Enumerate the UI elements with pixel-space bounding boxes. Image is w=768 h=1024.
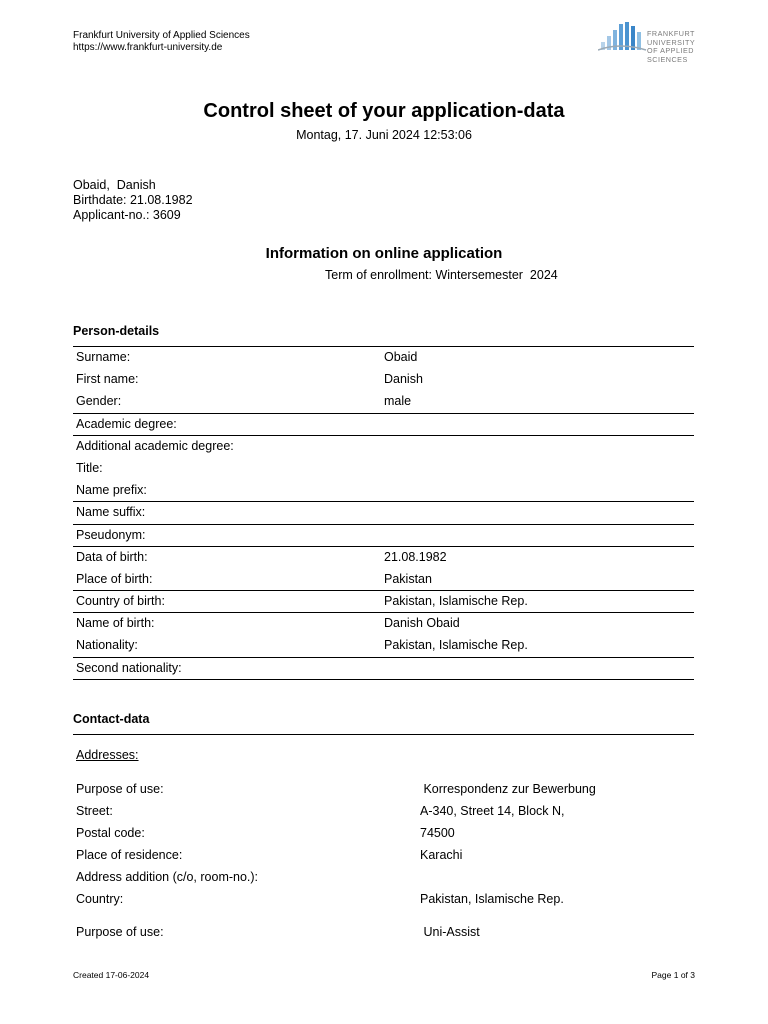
address-label: Country: — [76, 892, 124, 906]
table-row — [73, 569, 694, 591]
table-row — [73, 591, 694, 613]
row-label: First name: — [76, 372, 139, 387]
table-row — [73, 369, 694, 391]
page-title: Control sheet of your application-data — [203, 100, 565, 122]
logo-text: FRANKFURT UNIVERSITY OF APPLIED SCIENCES — [647, 29, 696, 65]
address-value: Pakistan, Islamische Rep. — [420, 892, 564, 906]
address-row — [76, 782, 694, 804]
applicant-name: Obaid, Danish — [73, 178, 156, 192]
row-label: Name suffix: — [76, 505, 146, 520]
timestamp: Montag, 17. Juni 2024 12:53:06 — [296, 128, 472, 142]
address-value: Korrespondenz zur Bewerbung — [420, 782, 596, 796]
table-row — [73, 414, 694, 436]
table-row — [73, 347, 694, 369]
row-value: Danish Obaid — [384, 616, 460, 631]
address-row — [76, 804, 694, 826]
table-row — [73, 547, 694, 569]
table-row — [73, 502, 694, 524]
address-label: Purpose of use: — [76, 925, 164, 939]
row-value: Pakistan — [384, 571, 432, 586]
address-row — [76, 892, 694, 914]
address-value: Uni-Assist — [420, 925, 480, 939]
row-label: Data of birth: — [76, 549, 148, 564]
row-value: Pakistan, Islamische Rep. — [384, 638, 528, 653]
footer-created: Created 17-06-2024 — [73, 970, 150, 980]
university-name: Frankfurt University of Applied Sciences — [73, 30, 250, 41]
table-row — [73, 635, 694, 657]
university-url: https://www.frankfurt-university.de — [73, 42, 223, 53]
row-value: male — [384, 394, 412, 409]
row-label: Second nationality: — [76, 660, 182, 675]
logo-bars-icon — [598, 20, 648, 62]
contact-divider — [73, 734, 694, 735]
info-title: Information on online application — [265, 245, 503, 262]
addresses-label: Addresses: — [76, 748, 139, 762]
address-row — [76, 826, 694, 848]
address-value: Karachi — [420, 848, 463, 862]
address-label: Street: — [76, 804, 113, 818]
row-value: Danish — [384, 372, 423, 387]
table-row — [73, 458, 694, 480]
row-label: Surname: — [76, 350, 131, 364]
row-label: Place of birth: — [76, 571, 153, 586]
table-row — [73, 480, 694, 502]
table-row — [73, 525, 694, 547]
address-row — [76, 925, 694, 947]
row-label: Name of birth: — [76, 616, 155, 631]
row-label: Name prefix: — [76, 483, 147, 498]
row-label: Pseudonym: — [76, 527, 146, 542]
address-value: A-340, Street 14, Block N, — [420, 804, 565, 818]
university-logo — [598, 20, 698, 65]
address-label: Place of residence: — [76, 848, 183, 862]
row-label: Nationality: — [76, 638, 138, 653]
footer-page-number: Page 1 of 3 — [651, 970, 695, 980]
row-label: Title: — [76, 460, 103, 475]
row-label: Country of birth: — [76, 594, 165, 609]
applicant-number: Applicant-no.: 3609 — [73, 207, 181, 222]
row-value: Obaid — [384, 350, 418, 364]
applicant-summary — [73, 178, 193, 222]
header-info — [73, 30, 250, 54]
table-row — [73, 658, 694, 680]
table-row — [73, 613, 694, 635]
table-row — [73, 391, 694, 413]
contact-data-heading: Contact-data — [73, 712, 150, 726]
row-value: 21.08.1982 — [384, 549, 447, 564]
address-row — [76, 870, 694, 892]
address-row — [76, 848, 694, 870]
address-label: Postal code: — [76, 826, 145, 840]
address-value: 74500 — [420, 826, 455, 840]
table-row — [73, 436, 694, 458]
row-label: Academic degree: — [76, 416, 177, 431]
applicant-birthdate: Birthdate: 21.08.1982 — [73, 192, 193, 207]
row-value: Pakistan, Islamische Rep. — [384, 594, 528, 609]
address-label: Purpose of use: — [76, 782, 164, 796]
row-label: Gender: — [76, 394, 122, 409]
row-label: Additional academic degree: — [76, 438, 234, 453]
address-label: Address addition (c/o, room-no.): — [76, 870, 259, 884]
person-details-table — [73, 346, 694, 680]
person-details-heading: Person-details — [73, 324, 160, 338]
term-of-enrollment: Term of enrollment: Wintersemester 2024 — [325, 268, 558, 282]
